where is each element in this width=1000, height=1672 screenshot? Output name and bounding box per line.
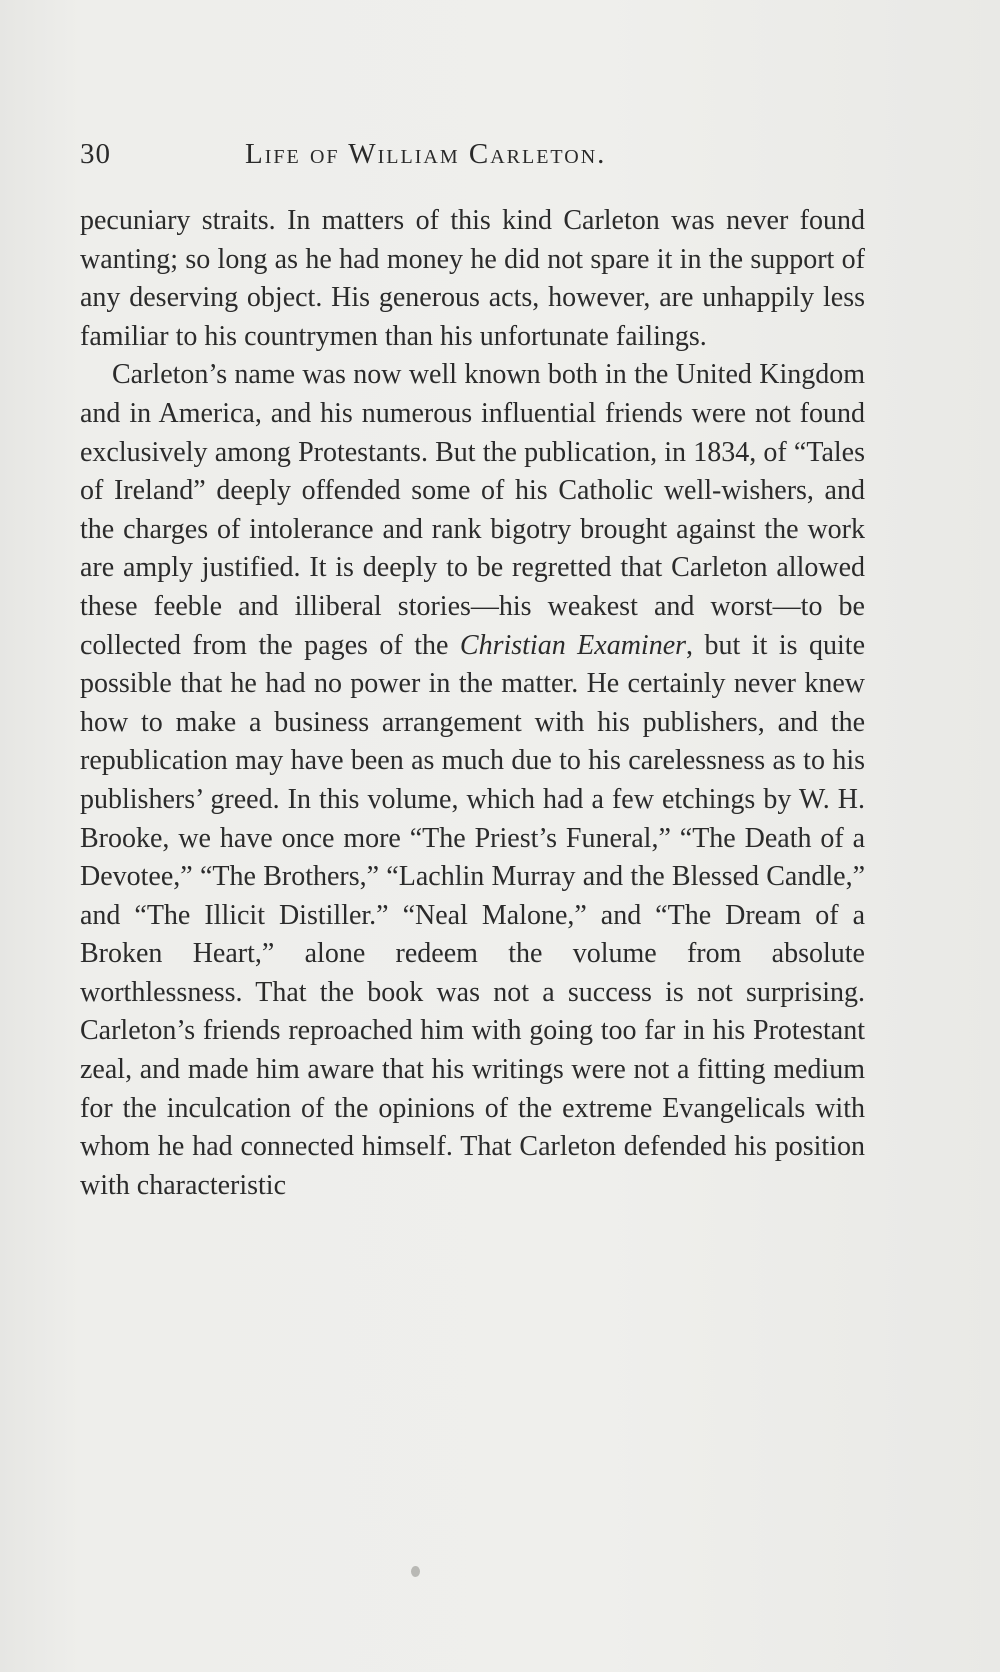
italic-title-christian-examiner: Christian Examiner <box>459 629 687 661</box>
paragraph-2-text-before: Carleton’s name was now well known both in the United Kingdom and in America, and his numerous influential friends were not found exclusively among Protestants. But the publication, in 1834, of “Tales of Ireland” deeply offended some of his Catholic well-wishers, and the charges of intolerance and rank bigotry brought against the work are amply justified. It is deeply to be regretted that Carleton allowed these feeble and illiberal stories—his weakest and worst—to be collected from the pages of the <box>80 359 865 661</box>
running-title: Life of William Carleton. <box>245 138 607 170</box>
paragraph-1-text: pecuniary straits. In matters of this kind Carleton was never found wanting; so long as he had money he did not spare it in the support of any deserving object. His generous acts, however, are unhappily less familiar to his countrymen than his unfortunate failings. <box>80 205 865 352</box>
paragraph-2 <box>80 356 865 1205</box>
paragraph-1 <box>80 202 865 356</box>
body-text <box>80 202 865 1205</box>
paragraph-2-text-after: , but it is quite possible that he had no power in the matter. He certainly never knew how to make a business arrangement with his publishers, and the republication may have been as much due to his carelessness as to his publishers’ greed. In this volume, which had a few etchings by W. H. Brooke, we have once more “The Priest’s Funeral,” “The Death of a Devotee,” “The Brothers,” “Lachlin Murray and the Blessed Candle,” and “The Illicit Distiller.” “Neal Malone,” and “The Dream of a Broken Heart,” alone redeem the volume from absolute worthlessness. That the book was not a success is not surprising. Carleton’s friends reproached him with going too far in his Protestant zeal, and made him aware that his writings were not a fitting medium for the inculcation of the opinions of the extreme Evangelicals with whom he had connected himself. That Carleton defended his position with characteristic <box>80 629 865 1201</box>
page-number: 30 <box>80 138 111 170</box>
paper-speck <box>411 1566 420 1577</box>
page-header <box>80 138 860 178</box>
